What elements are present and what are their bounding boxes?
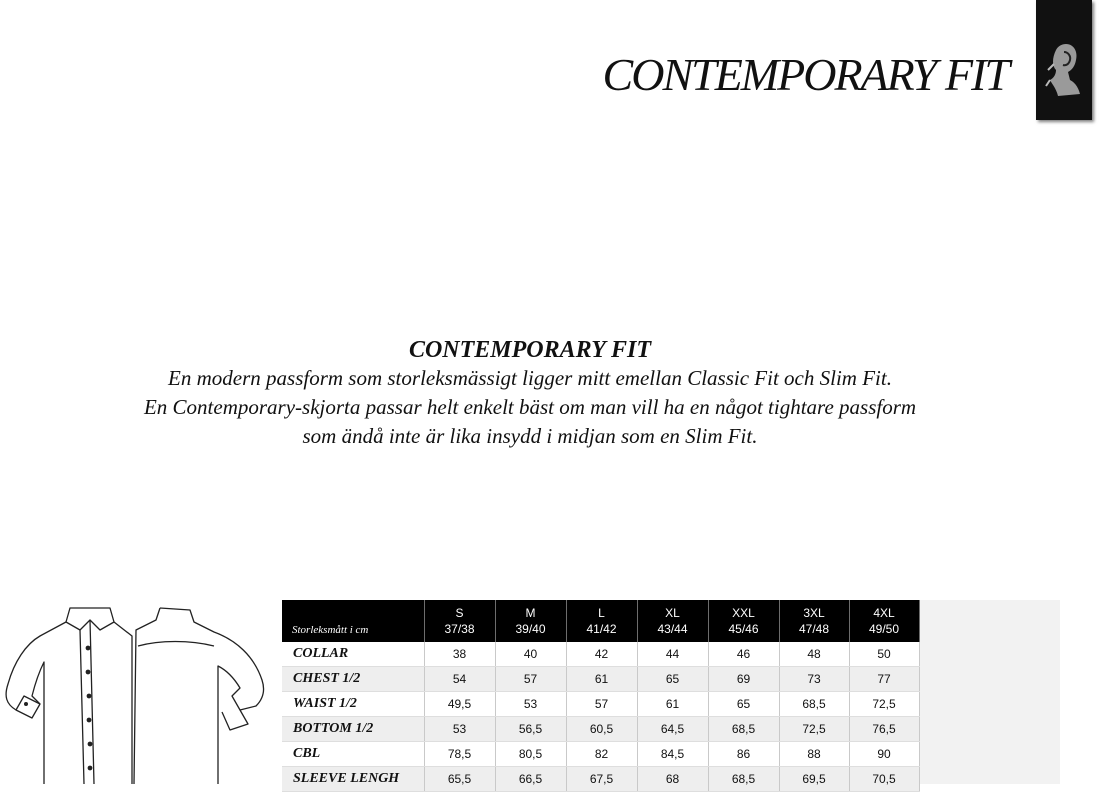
- table-cell: 65,5: [424, 767, 495, 792]
- table-cell: 54: [424, 667, 495, 692]
- table-cell: 53: [424, 717, 495, 742]
- column-header: 4XL 49/50: [849, 600, 919, 642]
- intro-heading: CONTEMPORARY FIT: [408, 337, 652, 363]
- table-cell: 68,5: [708, 717, 779, 742]
- table-cell: 40: [495, 642, 566, 667]
- table-row: [282, 767, 919, 792]
- table-cell: 76,5: [849, 717, 919, 742]
- table-cell: 72,5: [779, 717, 849, 742]
- table-row: [282, 717, 919, 742]
- table-cell: 49,5: [424, 692, 495, 717]
- table-cell: 42: [566, 642, 637, 667]
- table-cell: 78,5: [424, 742, 495, 767]
- table-cell: 53: [495, 692, 566, 717]
- intro-line-2: En Contemporary-skjorta passar helt enkelt bäst om man vill ha en något tightare passform: [143, 395, 917, 419]
- table-cell: 72,5: [849, 692, 919, 717]
- table-cell: 86: [708, 742, 779, 767]
- table-cell: 82: [566, 742, 637, 767]
- table-cell: 66,5: [495, 767, 566, 792]
- table-cell: 67,5: [566, 767, 637, 792]
- table-row: [282, 692, 919, 717]
- table-cell: 57: [495, 667, 566, 692]
- table-cell: 80,5: [495, 742, 566, 767]
- column-header: XXL 45/46: [708, 600, 779, 642]
- portrait-logo-icon: [1044, 40, 1084, 100]
- brand-logo-tag: [1036, 0, 1092, 120]
- table-cell: 70,5: [849, 767, 919, 792]
- table-cell: 68,5: [779, 692, 849, 717]
- column-header: M 39/40: [495, 600, 566, 642]
- size-table-header: [282, 600, 919, 642]
- table-cell: 90: [849, 742, 919, 767]
- intro-line-1: En modern passform som storleksmässigt ligger mitt emellan Classic Fit och Slim Fit.: [168, 366, 892, 390]
- table-cell: 50: [849, 642, 919, 667]
- table-cell: 73: [779, 667, 849, 692]
- row-label: SLEEVE LENGH: [282, 767, 424, 792]
- page-title: CONTEMPORARY FIT: [602, 49, 1008, 100]
- table-cell: 46: [708, 642, 779, 667]
- intro-block: [0, 336, 1060, 451]
- table-cell: 65: [708, 692, 779, 717]
- table-cell: 48: [779, 642, 849, 667]
- row-label: BOTTOM 1/2: [282, 717, 424, 742]
- table-cell: 69,5: [779, 767, 849, 792]
- corner-label: Storleksmått i cm: [282, 600, 424, 642]
- column-header: S 37/38: [424, 600, 495, 642]
- table-cell: 65: [637, 667, 708, 692]
- row-label: CHEST 1/2: [282, 667, 424, 692]
- row-label: WAIST 1/2: [282, 692, 424, 717]
- intro-line-3: som ändå inte är lika insydd i midjan som en Slim Fit.: [302, 424, 758, 448]
- table-cell: 69: [708, 667, 779, 692]
- row-label: CBL: [282, 742, 424, 767]
- table-cell: 60,5: [566, 717, 637, 742]
- table-cell: 77: [849, 667, 919, 692]
- table-cell: 61: [637, 692, 708, 717]
- table-cell: 56,5: [495, 717, 566, 742]
- table-cell: 64,5: [637, 717, 708, 742]
- table-row: [282, 642, 919, 667]
- table-cell: 61: [566, 667, 637, 692]
- table-row: [282, 742, 919, 767]
- table-cell: 38: [424, 642, 495, 667]
- column-header: 3XL 47/48: [779, 600, 849, 642]
- table-cell: 68,5: [708, 767, 779, 792]
- row-label: COLLAR: [282, 642, 424, 667]
- size-table: [282, 600, 920, 792]
- table-cell: 57: [566, 692, 637, 717]
- table-cell: 84,5: [637, 742, 708, 767]
- table-cell: 88: [779, 742, 849, 767]
- table-cell: 68: [637, 767, 708, 792]
- column-header: XL 43/44: [637, 600, 708, 642]
- table-cell: 44: [637, 642, 708, 667]
- table-row: [282, 667, 919, 692]
- shirt-front-back-icon: [0, 600, 280, 784]
- column-header: L 41/42: [566, 600, 637, 642]
